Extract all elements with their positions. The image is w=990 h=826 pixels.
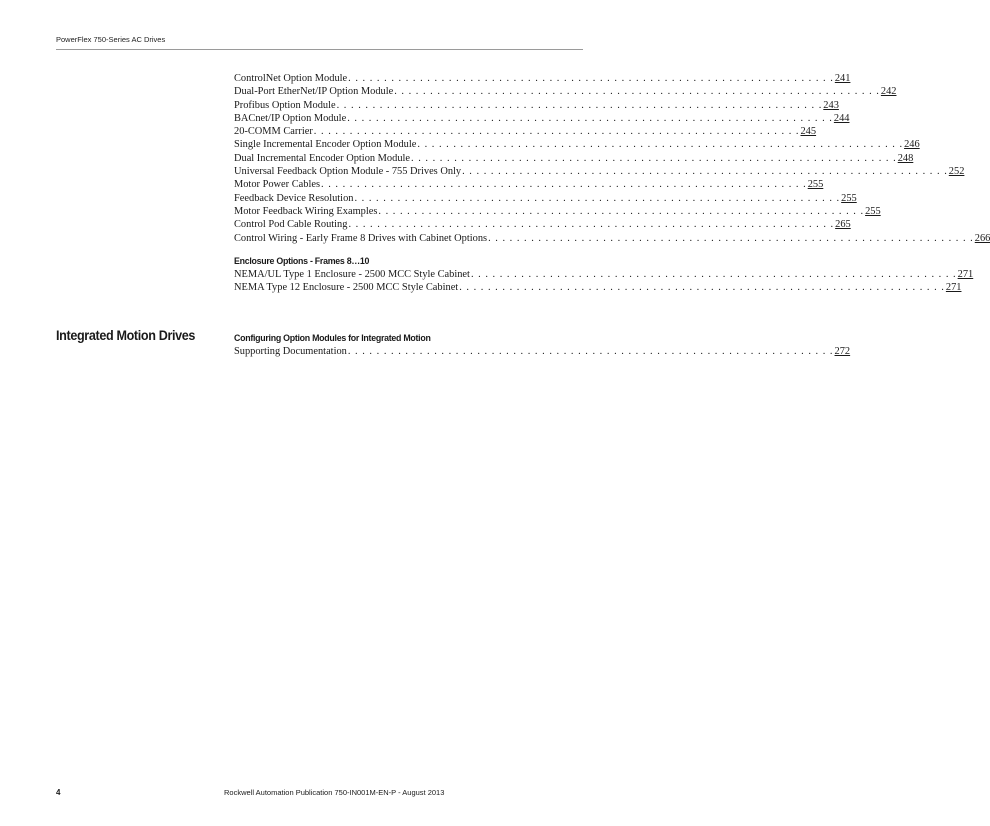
toc-page-link[interactable]: 244 (833, 112, 850, 124)
toc-page-link[interactable]: 266 (974, 232, 990, 244)
toc-entry-title: NEMA Type 12 Enclosure - 2500 MCC Style Cabinet (234, 282, 459, 294)
toc-page-link[interactable]: 265 (835, 219, 851, 231)
toc-entry-title: Motor Feedback Wiring Examples (234, 205, 378, 217)
toc-entry (234, 205, 881, 218)
toc-page-link[interactable]: 271 (957, 269, 974, 280)
toc-entry-title: ControlNet Option Module (234, 73, 348, 84)
toc-entry (234, 345, 851, 358)
toc-entry-title: Dual-Port EtherNet/IP Option Module (234, 86, 394, 98)
toc-page-link[interactable]: 242 (880, 86, 897, 98)
dot-leader: . . . . . . . . . . . . . . . . . . . . . . . . . . . . . . . . . . . . . . . . . . . . . . . . . . . . . . . . . . . . . . . . . . . . (459, 282, 945, 294)
toc-entry-title: Universal Feedback Option Module - 755 Drives Only (234, 166, 462, 178)
toc-page-link[interactable]: 271 (945, 282, 962, 294)
toc-entry-title: Supporting Documentation (234, 346, 347, 357)
chapter-title: Integrated Motion Drives (56, 327, 196, 343)
dot-leader: . . . . . . . . . . . . . . . . . . . . . . . . . . . . . . . . . . . . . . . . . . . . . . . . . . . . . . . . . . . . . . . . . . . . (347, 346, 834, 357)
section-heading-integrated-motion: Configuring Option Modules for Integrated Motion (234, 333, 431, 344)
toc-page-link[interactable]: 243 (823, 99, 839, 111)
toc-entry-title: Motor Power Cables (234, 179, 321, 191)
toc-page-link[interactable]: 245 (800, 126, 817, 138)
dot-leader: . . . . . . . . . . . . . . . . . . . . . . . . . . . . . . . . . . . . . . . . . . . . . . . . . . . . . . . . . . . . . . . . . . . . (462, 166, 948, 178)
toc-entry-title: NEMA/UL Type 1 Enclosure - 2500 MCC Style Cabinet (234, 269, 470, 280)
toc-entry-title: Control Wiring - Early Frame 8 Drives with Cabinet Options (234, 232, 488, 244)
toc-entry-title: 20-COMM Carrier (234, 126, 313, 138)
toc-entry (234, 152, 914, 165)
toc-entry-title: BACnet/IP Option Module (234, 112, 347, 124)
toc-list-communication (234, 72, 990, 245)
dot-leader: . . . . . . . . . . . . . . . . . . . . . . . . . . . . . . . . . . . . . . . . . . . . . . . . . . . . . . . . . . . . . . . . . . . . (321, 179, 807, 191)
toc-entry (234, 165, 965, 178)
toc-section-integrated-motion (234, 332, 851, 358)
dot-leader: . . . . . . . . . . . . . . . . . . . . . . . . . . . . . . . . . . . . . . . . . . . . . . . . . . . . . . . . . . . . . . . . . . . . (348, 73, 834, 84)
toc-entry-title: Dual Incremental Encoder Option Module (234, 152, 411, 164)
toc-page-link[interactable]: 272 (834, 346, 851, 357)
toc-entry (234, 138, 920, 151)
dot-leader: . . . . . . . . . . . . . . . . . . . . . . . . . . . . . . . . . . . . . . . . . . . . . . . . . . . . . . . . . . . . . . . . . . . . (378, 205, 865, 217)
toc-page-link[interactable]: 255 (841, 192, 857, 204)
toc-entry (234, 218, 851, 231)
toc-entry-title: Profibus Option Module (234, 99, 336, 111)
toc-entry-title: Feedback Device Resolution (234, 192, 354, 204)
toc-entry (234, 72, 851, 85)
dot-leader: . . . . . . . . . . . . . . . . . . . . . . . . . . . . . . . . . . . . . . . . . . . . . . . . . . . . . . . . . . . . . . . . . . . . (470, 269, 957, 280)
toc-entry (234, 268, 974, 281)
toc-entry (234, 192, 857, 205)
dot-leader: . . . . . . . . . . . . . . . . . . . . . . . . . . . . . . . . . . . . . . . . . . . . . . . . . . . . . . . . . . . . . . . . . . . . (348, 219, 835, 231)
toc-entry-title: Single Incremental Encoder Option Module (234, 139, 417, 151)
toc-entry (234, 281, 962, 294)
toc-page-link[interactable]: 252 (948, 166, 965, 178)
dot-leader: . . . . . . . . . . . . . . . . . . . . . . . . . . . . . . . . . . . . . . . . . . . . . . . . . . . . . . . . . . . . . . . . . . . . (354, 192, 841, 204)
footer-publication: Rockwell Automation Publication 750-IN001M-EN-P - August 2013 (224, 788, 445, 797)
toc-page-link[interactable]: 255 (807, 179, 824, 191)
toc-entry (234, 99, 839, 112)
dot-leader: . . . . . . . . . . . . . . . . . . . . . . . . . . . . . . . . . . . . . . . . . . . . . . . . . . . . . . . . . . . . . . . . . . . . (313, 126, 800, 138)
toc-entry (234, 85, 897, 98)
footer-page-number: 4 (56, 788, 61, 797)
header-rule (56, 49, 583, 50)
toc-entry (234, 232, 990, 245)
toc-entry-title: Control Pod Cable Routing (234, 219, 348, 231)
toc-page-link[interactable]: 246 (904, 139, 920, 151)
toc-page-link[interactable]: 248 (897, 152, 914, 164)
toc-page-link[interactable]: 255 (865, 205, 881, 217)
toc-section-enclosure-options (234, 255, 974, 295)
dot-leader: . . . . . . . . . . . . . . . . . . . . . . . . . . . . . . . . . . . . . . . . . . . . . . . . . . . . . . . . . . . . . . . . . . . . (417, 139, 904, 151)
dot-leader: . . . . . . . . . . . . . . . . . . . . . . . . . . . . . . . . . . . . . . . . . . . . . . . . . . . . . . . . . . . . . . . . . . . . (411, 152, 897, 164)
toc-page-link[interactable]: 241 (834, 73, 851, 84)
running-header-title: PowerFlex 750-Series AC Drives (56, 35, 166, 44)
section-heading-enclosure: Enclosure Options - Frames 8…10 (234, 256, 370, 267)
dot-leader: . . . . . . . . . . . . . . . . . . . . . . . . . . . . . . . . . . . . . . . . . . . . . . . . . . . . . . . . . . . . . . . . . . . . (488, 232, 974, 244)
toc-entry (234, 112, 850, 125)
dot-leader: . . . . . . . . . . . . . . . . . . . . . . . . . . . . . . . . . . . . . . . . . . . . . . . . . . . . . . . . . . . . . . . . . . . . (394, 86, 880, 98)
dot-leader: . . . . . . . . . . . . . . . . . . . . . . . . . . . . . . . . . . . . . . . . . . . . . . . . . . . . . . . . . . . . . . . . . . . . (347, 112, 833, 124)
toc-entry (234, 125, 817, 138)
dot-leader: . . . . . . . . . . . . . . . . . . . . . . . . . . . . . . . . . . . . . . . . . . . . . . . . . . . . . . . . . . . . . . . . . . . . (336, 99, 823, 111)
toc-entry (234, 178, 824, 191)
